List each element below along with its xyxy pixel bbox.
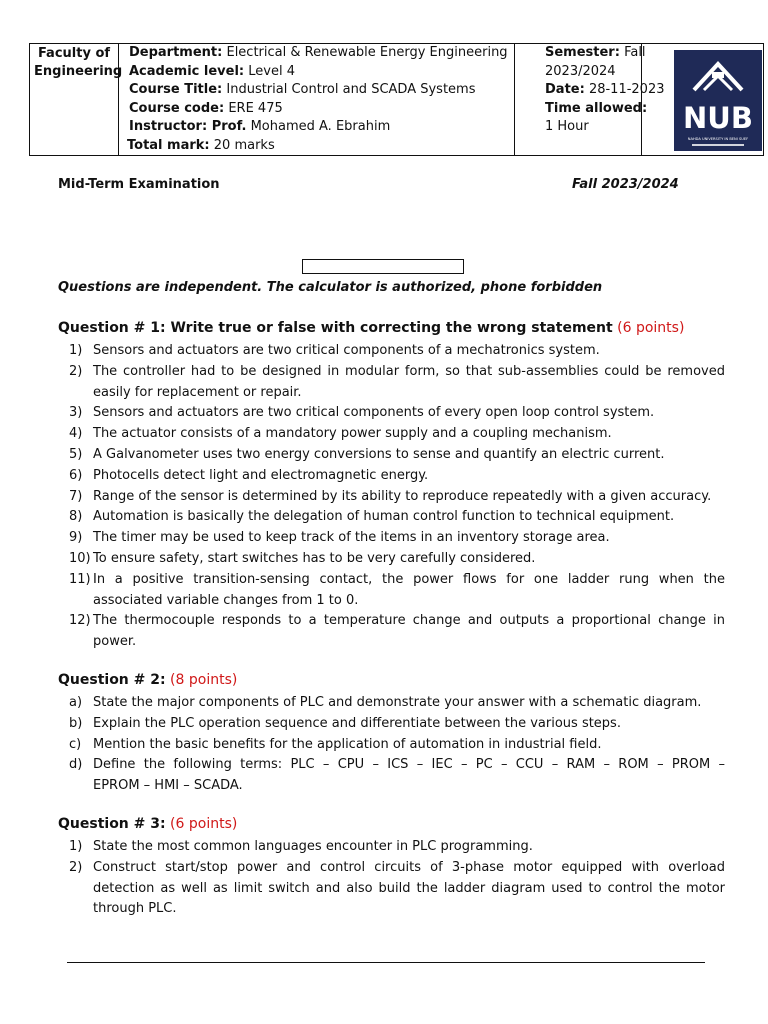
q3-item-text: through PLC. [93, 901, 177, 917]
q1-item-number: 8) [69, 509, 83, 525]
q1-item-text: easily for replacement or repair. [93, 384, 302, 400]
q3-item-text: detection as well as limit switch and also build the ladder diagram used to control the motor [93, 880, 725, 896]
q1-item-text: power. [93, 634, 137, 650]
q2-item-number: b) [69, 715, 83, 731]
instructor-value: Mohamed A. Ebrahim [250, 119, 391, 134]
q1-heading [58, 320, 684, 337]
q1-item-number: 1) [69, 343, 83, 358]
q3-heading [58, 816, 237, 833]
q2-item-text: Mention the basic benefits for the application of automation in industrial field. [93, 736, 602, 752]
date-value: 28-11-2023 [588, 82, 665, 97]
instructor-line [129, 119, 390, 135]
q3-item-number: 1) [69, 839, 83, 854]
faculty-label: Faculty of Engineering [34, 46, 123, 79]
q1-item-text: In a positive transition-sensing contact, the power flows for one ladder rung when the [93, 571, 725, 587]
time-line [545, 101, 647, 117]
course-code-label: Course code: [129, 101, 225, 116]
q1-item-text: A Galvanometer uses two energy conversions to sense and quantify an electric current. [93, 447, 665, 462]
q2-item-number: c) [69, 736, 82, 752]
exam-instructions: Questions are independent. The calculator is authorized, phone forbidden [58, 280, 603, 295]
logo-caption: NAHDA UNIVERSITY IN BENI SUEF [687, 137, 749, 141]
q1-item-number: 7) [69, 488, 83, 504]
q1-item-text: Sensors and actuators are two critical components of every open loop control system. [93, 405, 655, 421]
q1-item-text: Automation is basically the delegation of human control function to technical equipment. [93, 509, 675, 525]
q1-item-text: associated variable changes from 1 to 0. [93, 592, 359, 608]
q1-item-number: 11) [69, 571, 91, 587]
time-value-line [545, 119, 589, 135]
q2-item-text: State the major components of PLC and demonstrate your answer with a schematic diagram. [93, 695, 702, 710]
q1-item-text: The timer may be used to keep track of the items in an inventory storage area. [93, 530, 610, 546]
time-value: 1 Hour [545, 119, 589, 134]
logo-cell [642, 44, 764, 155]
q2-item-text: EPROM – HMI – SCADA. [93, 778, 243, 794]
q2-item-number: a) [69, 695, 83, 710]
q1-item-number: 12) [69, 613, 91, 629]
q3-item-text: Construct start/stop power and control circuits of 3-phase motor equipped with overload [93, 859, 725, 875]
department-label: Department: [129, 45, 223, 60]
q1-item-number: 9) [69, 530, 83, 546]
q1-item-text: To ensure safety, start switches has to be very carefully considered. [93, 551, 536, 566]
course-code-value: ERE 475 [228, 101, 283, 116]
q1-item-number: 2) [69, 363, 83, 379]
course-title-line [129, 82, 475, 98]
footer-rule [67, 962, 705, 963]
exam-title: Mid-Term Examination [58, 177, 220, 192]
course-title-value: Industrial Control and SCADA Systems [226, 82, 476, 97]
course-code-line [129, 101, 283, 117]
level-line [129, 64, 295, 80]
q1-item-text: The thermocouple responds to a temperature change and outputs a proportional change in [93, 613, 725, 629]
q1-item-text: Sensors and actuators are two critical components of a mechatronics system. [93, 343, 600, 358]
q1-points: (6 points) [617, 320, 685, 336]
q1-heading-text: Question # 1: Write true or false with correcting the wrong statement [58, 320, 613, 336]
semester-cell [515, 44, 665, 155]
semester-value-2: 2023/2024 [545, 64, 616, 79]
instructor-label: Instructor: Prof. [129, 119, 247, 134]
total-mark-label: Total mark: [127, 138, 210, 153]
department-value: Electrical & Renewable Energy Engineering [226, 45, 508, 60]
q3-heading-text: Question # 3: [58, 816, 166, 832]
level-value: Level 4 [248, 64, 295, 79]
semester-label: Semester: [545, 45, 620, 60]
q1-item-text: The controller had to be designed in modular form, so that sub-assemblies could be removed [93, 363, 725, 379]
exam-term: Fall 2023/2024 [572, 177, 679, 192]
total-mark-line [127, 138, 275, 154]
q1-item-number: 10) [69, 551, 91, 566]
q1-item-number: 3) [69, 405, 83, 421]
q1-item-text: Photocells detect light and electromagnetic energy. [93, 467, 429, 483]
q2-points: (8 points) [170, 672, 238, 688]
q2-item-number: d) [69, 757, 83, 773]
q1-item-number: 5) [69, 447, 83, 462]
logo-text: NUB [683, 101, 753, 135]
department-line [129, 45, 508, 61]
student-id-box[interactable] [302, 259, 464, 274]
q2-heading [58, 672, 237, 689]
course-title-label: Course Title: [129, 82, 223, 97]
semester-line [545, 45, 646, 61]
course-info-cell [119, 44, 515, 155]
university-logo [674, 50, 762, 151]
q2-item-text: Define the following terms: PLC – CPU – ICS – IEC – PC – CCU – RAM – ROM – PROM – [93, 757, 725, 773]
level-label: Academic level: [129, 64, 245, 79]
header-table [29, 43, 764, 156]
q3-item-number: 2) [69, 859, 83, 875]
q2-item-text: Explain the PLC operation sequence and differentiate between the various steps. [93, 715, 621, 731]
time-label: Time allowed: [545, 101, 648, 116]
date-label: Date: [545, 82, 585, 97]
semester-line-2 [545, 64, 616, 80]
q1-item-number: 6) [69, 467, 83, 483]
q1-item-text: The actuator consists of a mandatory power supply and a coupling mechanism. [93, 426, 612, 442]
q3-points: (6 points) [170, 816, 238, 832]
q3-item-text: State the most common languages encounter in PLC programming. [93, 839, 533, 854]
q2-heading-text: Question # 2: [58, 672, 166, 688]
q1-item-text: Range of the sensor is determined by its ability to reproduce repeatedly with a given accuracy. [93, 488, 712, 504]
q1-item-number: 4) [69, 426, 83, 442]
semester-value-1: Fall [624, 45, 646, 60]
faculty-cell [30, 44, 123, 155]
total-mark-value: 20 marks [213, 138, 275, 153]
